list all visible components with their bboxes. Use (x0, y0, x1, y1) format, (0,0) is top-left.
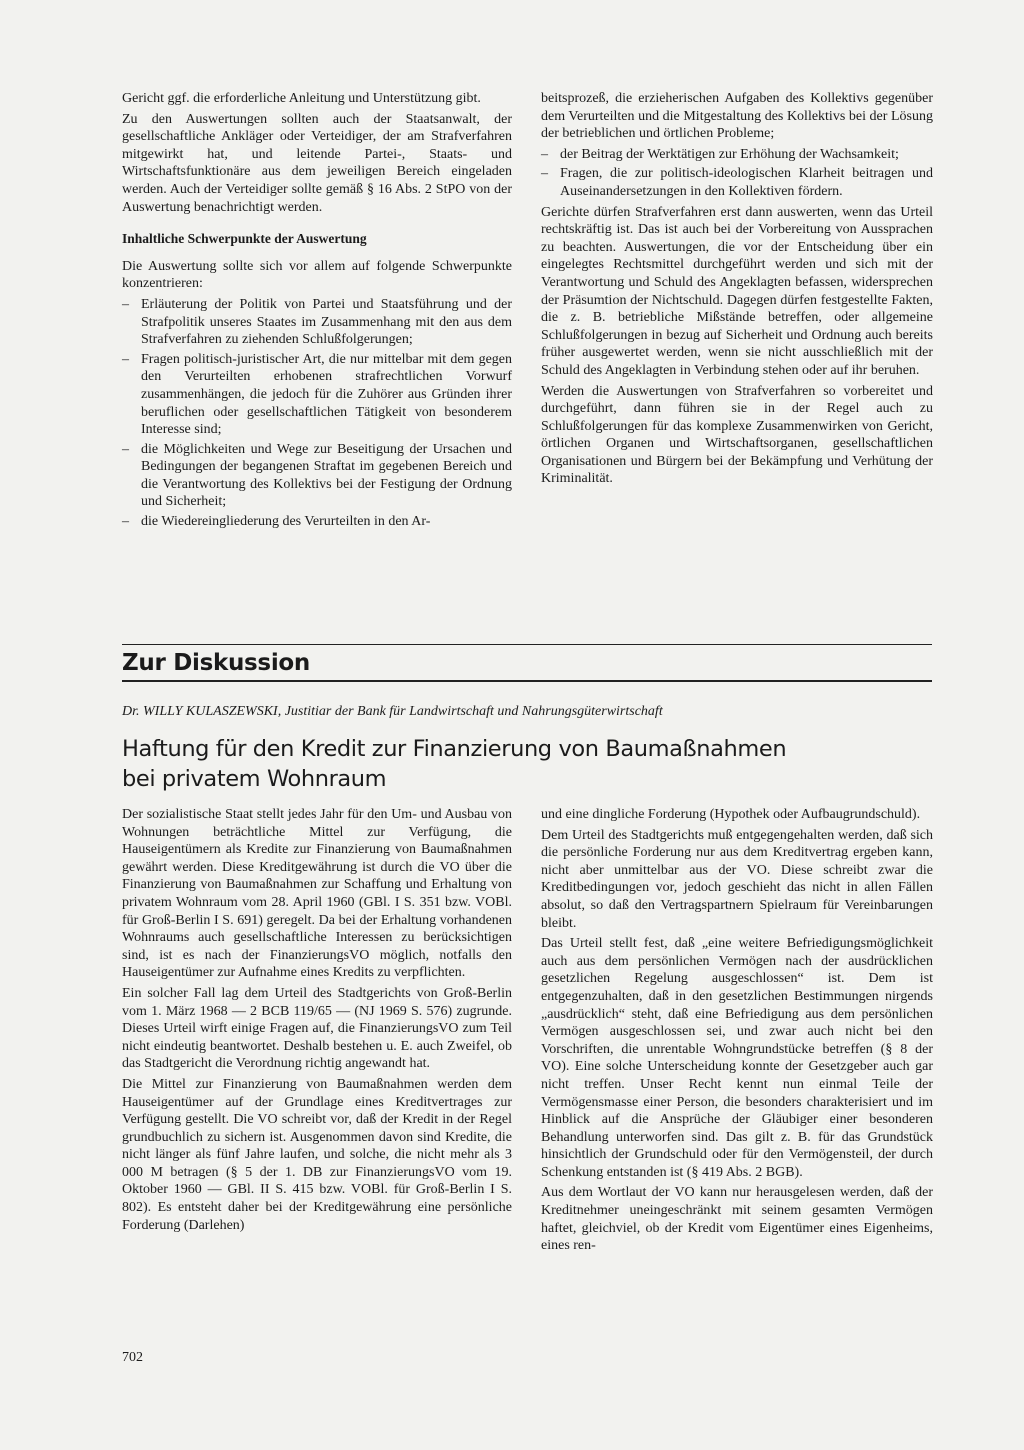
author-line: Dr. WILLY KULASZEWSKI, Justitiar der Bank für Landwirtschaft und Nahrungsgüterwirtschaft (122, 704, 663, 719)
article-title (122, 734, 932, 794)
paragraph: Werden die Auswertungen von Strafverfahren so vorbereitet und durchgeführt, dann führen sie in der Regel auch zu Schlußfolgerungen für das komplexe Zusammenwirken von Gericht, örtlichen Organen und Wirtschaftsorganen, gesellschaftlichen Organisationen und Bürgern bei der Bekämpfung und Verhütung der Kriminalität. (541, 383, 933, 487)
subheading: Inhaltliche Schwerpunkte der Auswertung (122, 231, 367, 247)
paragraph: Gerichte dürfen Strafverfahren erst dann auswerten, wenn das Urteil rechtskräftig ist. Das ist auch bei der Vorbereitung von Aussprachen zu beachten. Auswertungen, die vor der Entscheidung über ein eingelegtes Rechtsmittel durchgeführt werden und sich mit der Verantwortung und Schuld des Angeklagten befassen, widersprechen der Präsumtion der Nichtschuld. Dagegen dürfen festgestellte Fakten, die z. B. betriebliche Mißstände betreffen, oder allgemeine Schlußfolgerungen in bezug auf Sicherheit und Ordnung auch bereits früher ausgewertet werden, wenn sie nicht ausschließlich mit der Schuld des Angeklagten in Verbindung stehen oder auf ihr beruhen. (541, 204, 933, 378)
article-title-line: Haftung für den Kredit zur Finanzierung von Baumaßnahmen (122, 736, 787, 762)
paragraph: beitsprozeß, die erzieherischen Aufgaben des Kollektivs gegenüber dem Verurteilten und die Mitgestaltung des Kollektivs bei der Lösung der betrieblichen und örtlichen Probleme; (541, 91, 933, 142)
section-divider-bottom (122, 680, 932, 682)
paragraph: Das Urteil stellt fest, daß „eine weitere Befriedigungsmöglichkeit auch aus dem persönlichen Vermögen nach der ausdrücklichen gesetzlichen Regelung ausgeschlossen“ ist. Dem ist entgegenzuhalten, daß in den gesetzlichen Bestimmungen nirgends „ausdrücklich“ steht, daß eine Befriedigung aus dem persönlichen Vermögen ausgeschlossen sei, und zwar auch nicht bei den Vorschriften, die unrentable Wohngrundstücke betreffen (§ 8 der VO). Eine solche Unterscheidung konnte der Gesetzgeber auch gar nicht treffen. Unser Recht kennt nun einmal Teile der Vermögensmasse einer Person, die besonders charakterisiert und im Hinblick auf die Ansprüche der Gläubiger einer besonderen Behandlung unterworfen sind. Das gilt z. B. für das Grundstück hinsichtlich der Grundschuld oder für den Vermögensteil, der durch Schenkung entstanden ist (§ 419 Abs. 2 BGB). (541, 936, 933, 1180)
paragraph: Die Mittel zur Finanzierung von Baumaßnahmen werden dem Hauseigentümer auf der Grundlage eines Kreditvertrages zur Verfügung gestellt. Die VO schreibt vor, daß der Kredit in der Regel grundbuchlich zu sichern ist. Ausgenommen davon sind Kredite, die nicht länger als fünf Jahre laufen, und solche, die nicht mehr als 3 000 M betragen (§ 5 der 1. DB zur FinanzierungsVO vom 19. Oktober 1960 — GBl. II S. 415 bzw. VOBl. für Groß-Berlin I S. 802). Es entsteht daher bei der Kreditgewährung eine persönliche Forderung (Darlehen) (122, 1076, 512, 1233)
article-title-line: bei privatem Wohnraum (122, 766, 387, 792)
lower-right-column (541, 806, 933, 1258)
list-item: – Fragen politisch-juristischer Art, die nur mittelbar mit dem gegen den Verurteilten erhobenen strafrechtlichen Vorwurf zusammenhängen, die jedoch für die Zuhörer aus Gründen ihrer beruflichen oder gesellschaftlichen Tätigkeit von besonderem Interesse sind; (122, 351, 512, 439)
section-divider-top (122, 644, 932, 645)
paragraph: Dem Urteil des Stadtgerichts muß entgegengehalten werden, daß sich die persönliche Forderung nur aus dem Kreditvertrag ergeben kann, nicht aber unmittelbar aus der VO. Diese schreibt zwar die Kreditbedingungen vor, jedoch geschieht das nicht in allen Fällen absolut, so daß den Vertragspartnern Spielraum für Vereinbarungen bleibt. (541, 827, 933, 931)
list-item: – Fragen, die zur politisch-ideologischen Klarheit beitragen und Auseinandersetzungen in den Kollektiven fördern. (541, 165, 933, 200)
paragraph: und eine dingliche Forderung (Hypothek oder Aufbaugrundschuld). (541, 807, 921, 822)
paragraph: Ein solcher Fall lag dem Urteil des Stadtgerichts von Groß-Berlin vom 1. März 1968 — 2 BCB 119/65 — (NJ 1969 S. 576) zugrunde. Dieses Urteil wirft einige Fragen auf, die FinanzierungsVO zum Teil nicht eindeutig beantwortet. Deshalb bestehen u. E. auch Zweifel, ob das Stadtgericht die Verordnung richtig angewandt hat. (122, 985, 512, 1072)
paragraph: Der sozialistische Staat stellt jedes Jahr für den Um- und Ausbau von Wohnungen beträchtliche Mittel zur Verfügung, die Hauseigentümern als Kredite zur Finanzierung von Baumaßnahmen gewährt werden. Diese Kreditgewährung ist durch die VO über die Finanzierung von Baumaßnahmen zur Schaffung und Erhaltung von privatem Wohnraum vom 28. April 1960 (GBl. I S. 351 bzw. VOBl. für Groß-Berlin I S. 691) geregelt. Da bei der Erhaltung vorhandenen Wohnraums auch gesellschaftliche Interessen zu berücksichtigen sind, ist es nach der FinanzierungsVO möglich, notfalls den Hauseigentümer zur Aufnahme eines Kredits zu verpflichten. (122, 807, 512, 981)
section-title: Zur Diskussion (122, 650, 310, 676)
list-item: – Erläuterung der Politik von Partei und Staatsführung und der Strafpolitik unseres Staates im Zusammenhang mit den aus dem Strafverfahren zu ziehenden Schlußfolgerungen; (122, 296, 512, 349)
upper-left-column (122, 90, 512, 534)
dash-list (122, 296, 512, 531)
paragraph: Zu den Auswertungen sollten auch der Staatsanwalt, der gesellschaftliche Ankläger oder Verteidiger, der am Strafverfahren mitgewirkt hat, und leitende Partei-, Staats- und Wirtschaftsfunktionäre aus dem jeweiligen Bereich eingeladen werden. Auch der Verteidiger sollte gemäß § 16 Abs. 2 StPO von der Auswertung benachrichtigt werden. (122, 111, 512, 215)
list-item: – die Wiedereingliederung des Verurteilten in den Ar- (122, 513, 512, 531)
paragraph: Aus dem Wortlaut der VO kann nur herausgelesen werden, daß der Kreditnehmer uneingeschränkt mit seinem gesamten Vermögen haftet, gleichviel, ob der Kredit vom Eigentümer eines Eigenheims, eines ren- (541, 1185, 933, 1254)
list-item: – die Möglichkeiten und Wege zur Beseitigung der Ursachen und Bedingungen der begangenen Straftat im gegebenen Bereich und die Verantwortung des Kollektivs bei der Festigung der Ordnung und Sicherheit; (122, 441, 512, 511)
list-item: – der Beitrag der Werktätigen zur Erhöhung der Wachsamkeit; (541, 146, 933, 164)
paragraph: Gericht ggf. die erforderliche Anleitung und Unterstützung gibt. (122, 91, 481, 106)
upper-right-column (541, 90, 933, 491)
dash-list (541, 146, 933, 201)
page-number: 702 (122, 1350, 143, 1365)
paragraph: Die Auswertung sollte sich vor allem auf folgende Schwerpunkte konzentrieren: (122, 258, 512, 292)
lower-left-column (122, 806, 512, 1237)
